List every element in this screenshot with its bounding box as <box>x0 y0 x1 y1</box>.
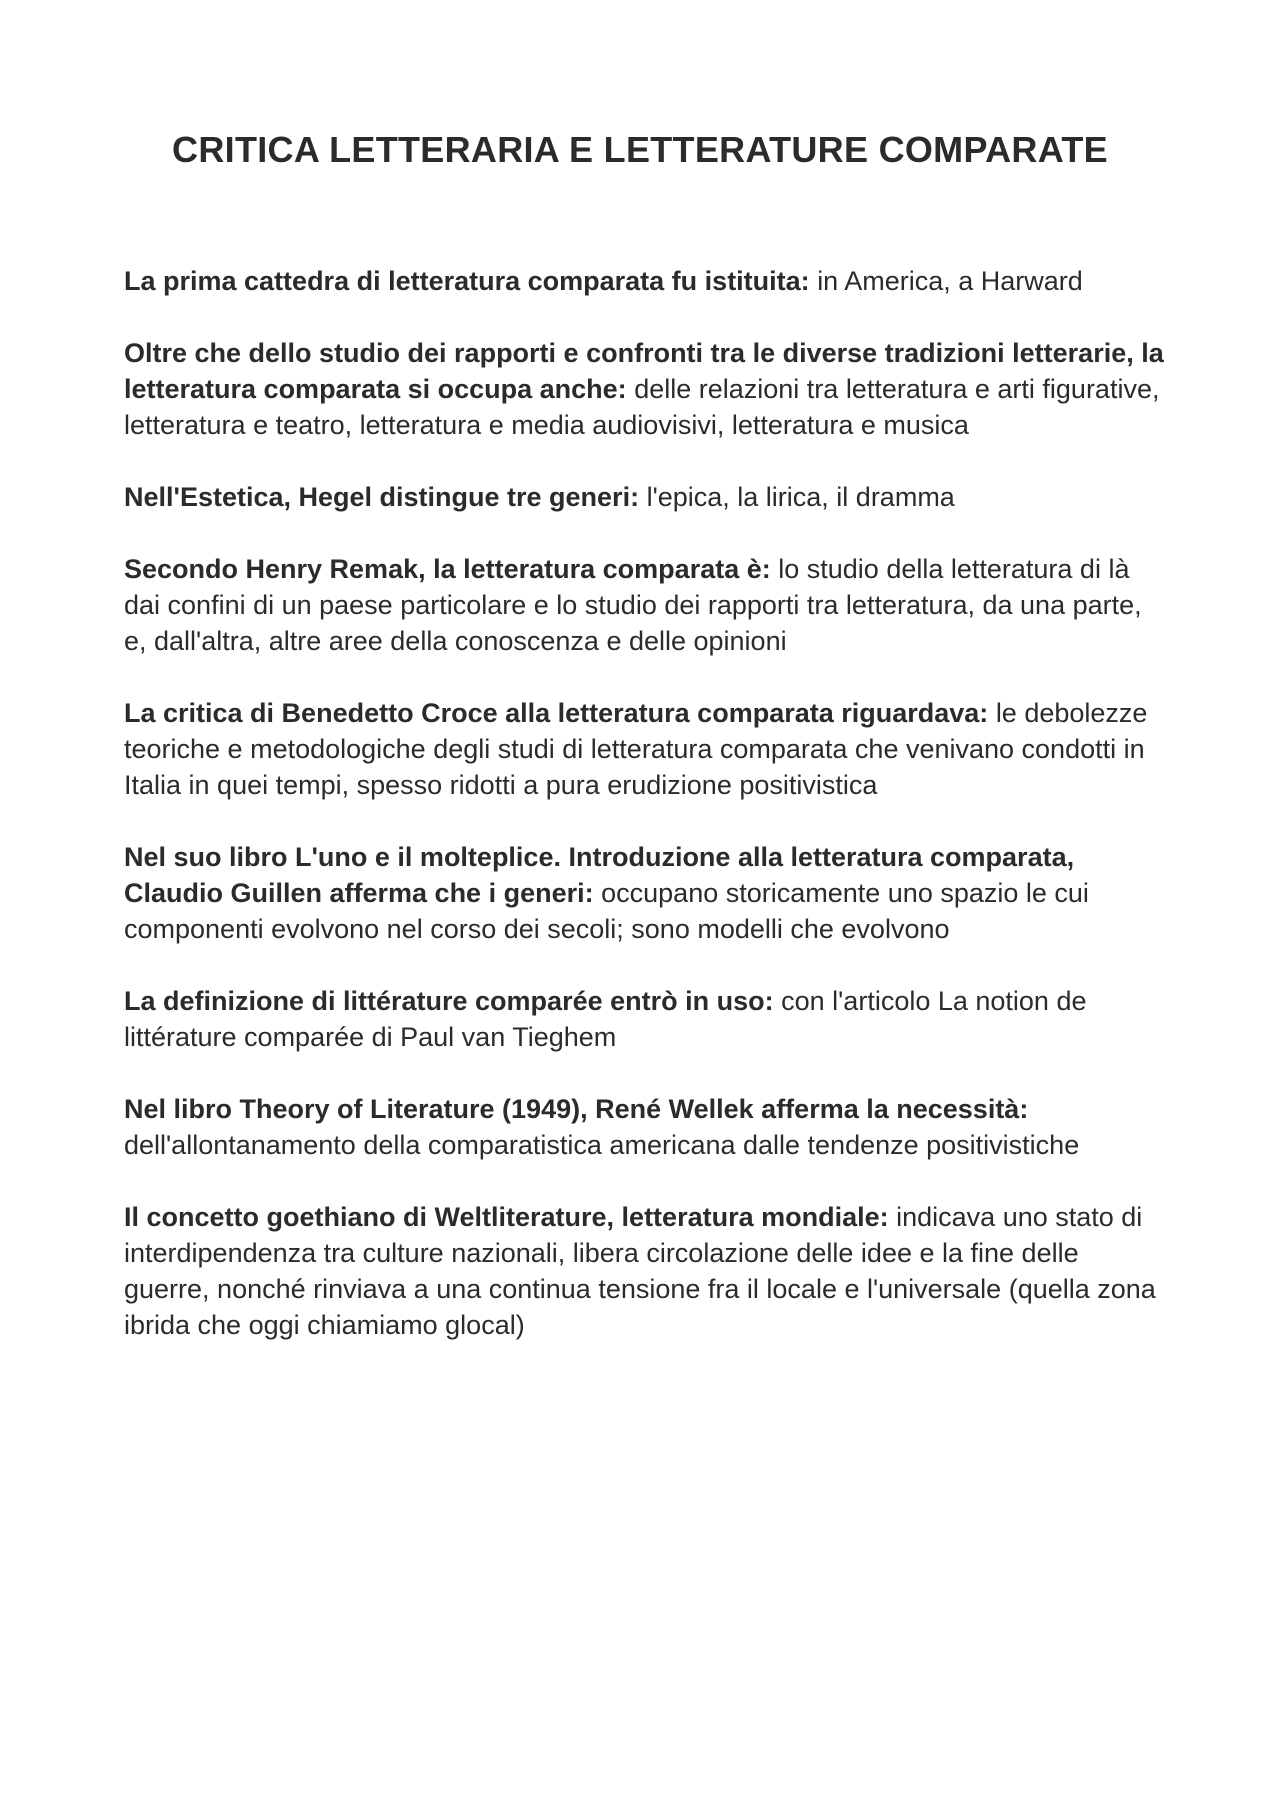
qa-question: Secondo Henry Remak, la letteratura comparata è: <box>124 554 771 584</box>
qa-item <box>124 551 1169 659</box>
qa-question: Oltre che dello studio dei rapporti e confronti tra le diverse tradizioni letterarie, la letteratura comparata si occupa anche: <box>124 338 1164 404</box>
qa-answer: delle relazioni tra letteratura e arti figurative, letteratura e teatro, letteratura e media audiovisivi, letteratura e musica <box>124 374 1160 440</box>
qa-answer: con l'articolo La notion de littérature comparée di Paul van Tieghem <box>124 986 1087 1052</box>
qa-answer: occupano storicamente uno spazio le cui componenti evolvono nel corso dei secoli; sono modelli che evolvono <box>124 878 1089 944</box>
qa-question: La critica di Benedetto Croce alla letteratura comparata riguardava: <box>124 698 989 728</box>
qa-question: Nell'Estetica, Hegel distingue tre generi: <box>124 482 640 512</box>
qa-item <box>124 263 1169 299</box>
qa-answer: in America, a Harward <box>817 266 1083 296</box>
page-title: CRITICA LETTERARIA E LETTERATURE COMPARATE <box>172 129 1108 170</box>
qa-item <box>124 1199 1169 1343</box>
qa-item <box>124 479 1169 515</box>
qa-item <box>124 1091 1169 1163</box>
qa-answer: indicava uno stato di interdipendenza tra culture nazionali, libera circolazione delle idee e la fine delle guerre, nonché rinviava a una continua tensione fra il locale e l'universale (quella zona ibrida che oggi chiamiamo glocal) <box>124 1202 1156 1340</box>
qa-question: Il concetto goethiano di Weltliterature, letteratura mondiale: <box>124 1202 889 1232</box>
qa-answer: l'epica, la lirica, il dramma <box>646 482 955 512</box>
qa-item <box>124 695 1169 803</box>
qa-list <box>124 263 1169 1379</box>
qa-item <box>124 983 1169 1055</box>
qa-question: La prima cattedra di letteratura comparata fu istituita: <box>124 266 810 296</box>
qa-question: La definizione di littérature comparée entrò in uso: <box>124 986 774 1016</box>
qa-item <box>124 839 1169 947</box>
qa-answer: le debolezze teoriche e metodologiche degli studi di letteratura comparata che venivano condotti in Italia in quei tempi, spesso ridotti a pura erudizione positivistica <box>124 698 1148 800</box>
qa-answer: lo studio della letteratura di là dai confini di un paese particolare e lo studio dei rapporti tra letteratura, da una parte, e, dall'altra, altre aree della conoscenza e delle opinioni <box>124 554 1142 656</box>
qa-question: Nel libro Theory of Literature (1949), René Wellek afferma la necessità: <box>124 1094 1029 1124</box>
qa-item <box>124 335 1169 443</box>
qa-answer: dell'allontanamento della comparatistica americana dalle tendenze positivistiche <box>124 1130 1080 1160</box>
qa-question: Nel suo libro L'uno e il molteplice. Introduzione alla letteratura comparata, Claudio Guillen afferma che i generi: <box>124 842 1075 908</box>
